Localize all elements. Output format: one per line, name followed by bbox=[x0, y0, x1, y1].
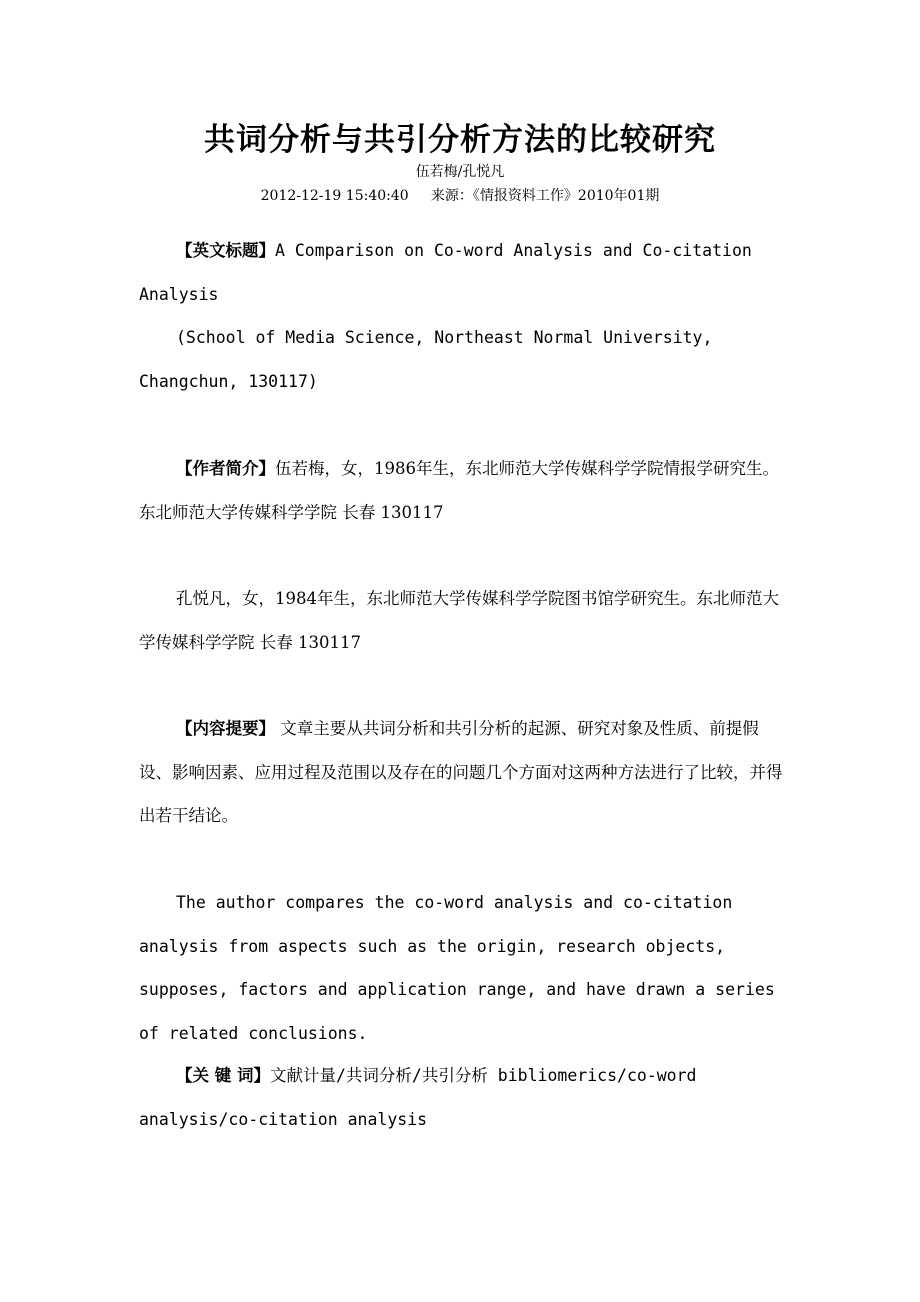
abstract-text: 文章主要从共词分析和共引分析的起源、研究对象及性质、前提假设、影响因素、应用过程及范围以及存在的问题几个方面对这两种方法进行了比较，并得出若干结论。 bbox=[139, 719, 783, 825]
author-intro-label: 【作者简介】 bbox=[176, 459, 275, 478]
coauthor-intro-paragraph: 孔悦凡，女，1984年生，东北师范大学传媒科学学院图书馆学研究生。东北师范大学传媒科学学院 长春 130117 bbox=[139, 589, 779, 652]
abstract-paragraph bbox=[139, 707, 789, 838]
abstract-en-paragraph: The author compares the co-word analysis and co-citation analysis from aspects such as the origin, research objects, supposes, factors and application range, and have drawn a series of related conclusions. bbox=[139, 893, 775, 1043]
article-authors: 伍若梅/孔悦凡 bbox=[415, 164, 505, 180]
keywords-label: 【关 键 词】 bbox=[176, 1066, 270, 1085]
english-title-paragraph bbox=[139, 229, 789, 316]
english-title-label: 【英文标题】 bbox=[176, 241, 275, 260]
english-title-text: A Comparison on Co-word Analysis and Co-citation Analysis bbox=[139, 241, 752, 304]
article-meta: 2012-12-19 15:40:40 来源：《情报资料工作》2010年01期 bbox=[260, 188, 660, 204]
keywords-paragraph bbox=[139, 1054, 789, 1141]
abstract-label: 【内容提要】 bbox=[176, 719, 275, 738]
author-intro-paragraph bbox=[139, 447, 789, 534]
affiliation-paragraph: (School of Media Science, Northeast Normal University, Changchun, 130117) bbox=[139, 328, 713, 391]
keywords-text: 文献计量/共词分析/共引分析 bibliomerics/co-word analysis/co-citation analysis bbox=[139, 1066, 697, 1129]
author-intro-text: 伍若梅，女，1986年生，东北师范大学传媒科学学院情报学研究生。东北师范大学传媒科学学院 长春 130117 bbox=[139, 459, 779, 522]
article-title: 共词分析与共引分析方法的比较研究 bbox=[204, 122, 716, 158]
